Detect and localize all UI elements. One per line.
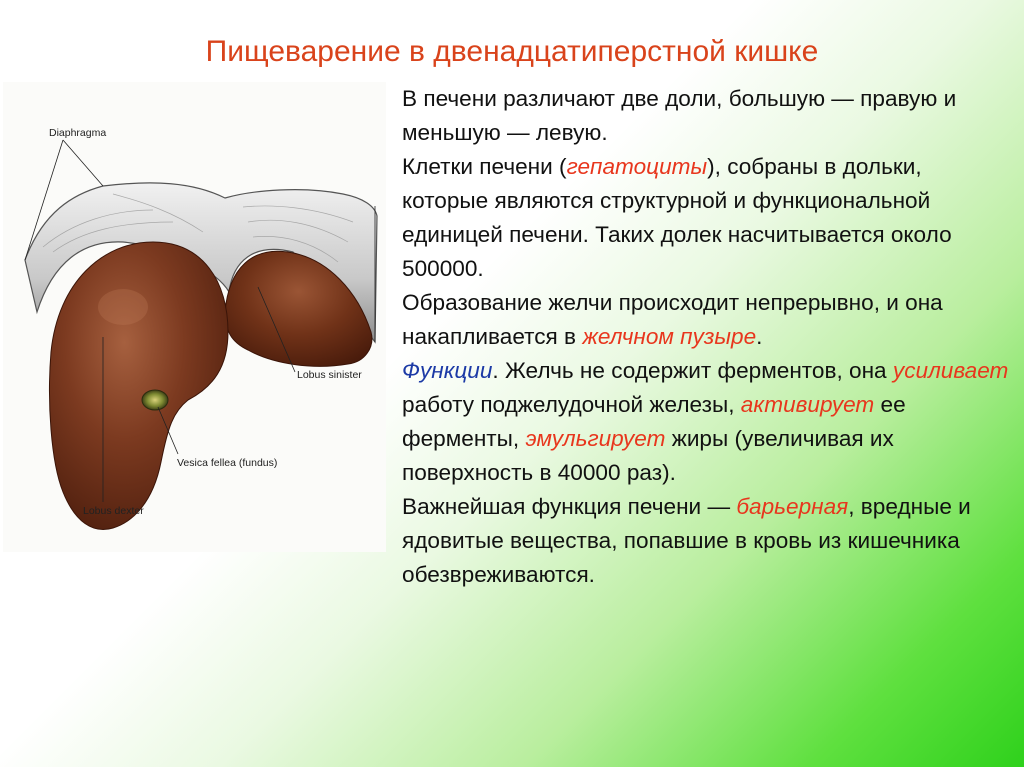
slide-title: Пищеварение в двенадцатиперстной кишке	[205, 35, 819, 68]
term-functions: Функции	[402, 358, 493, 383]
term-enhances: усиливает	[892, 358, 1009, 383]
text-span: Клетки печени (	[402, 154, 567, 179]
text-span: .	[756, 324, 763, 349]
text-span: . Желчь не содержит ферментов, она	[492, 358, 893, 383]
paragraph-hepatocytes	[402, 150, 1014, 286]
text-span: Важнейшая функция печени —	[402, 494, 737, 519]
text-span: жиры (увеличивая их поверхность в 40000 раз).	[402, 426, 894, 485]
text-span: ее ферменты,	[402, 392, 906, 451]
text-span: Образование желчи происходит непрерывно, и она накапливается в	[402, 290, 943, 349]
paragraph-bile-formation	[402, 286, 1014, 354]
label-lobus-sinister: Lobus sinister	[297, 369, 362, 381]
label-diaphragma: Diaphragma	[49, 127, 107, 139]
paragraph-barrier-function	[402, 490, 1014, 592]
liver-anatomy-drawing	[3, 82, 386, 552]
term-emulsifies: эмульгирует	[525, 426, 666, 451]
term-hepatocytes: гепатоциты	[566, 154, 708, 179]
paragraph-functions	[402, 354, 1014, 490]
paragraph-liver-lobes: В печени различают две доли, большую — правую и меньшую — левую.	[402, 86, 957, 145]
term-activates: активирует	[740, 392, 875, 417]
label-vesica-fellea: Vesica fellea (fundus)	[177, 457, 278, 469]
right-lobe-shape	[50, 242, 229, 530]
text-span: работу поджелудочной железы,	[402, 392, 741, 417]
label-lobus-dexter: Lobus dexter	[83, 505, 144, 517]
term-barrier: барьерная	[736, 494, 849, 519]
term-gallbladder: желчном пузыре	[582, 324, 757, 349]
gallbladder-fundus-shape	[142, 390, 168, 410]
text-span: , вредные и ядовитые вещества, попавшие в кровь из кишечника обезвреживаются.	[402, 494, 971, 587]
text-span: ), собраны в дольки, которые являются структурной и функциональной единицей печени. Таких долек насчитывается около 500000.	[402, 154, 952, 281]
liver-illustration	[3, 82, 386, 552]
slide-body-text	[402, 82, 1014, 592]
